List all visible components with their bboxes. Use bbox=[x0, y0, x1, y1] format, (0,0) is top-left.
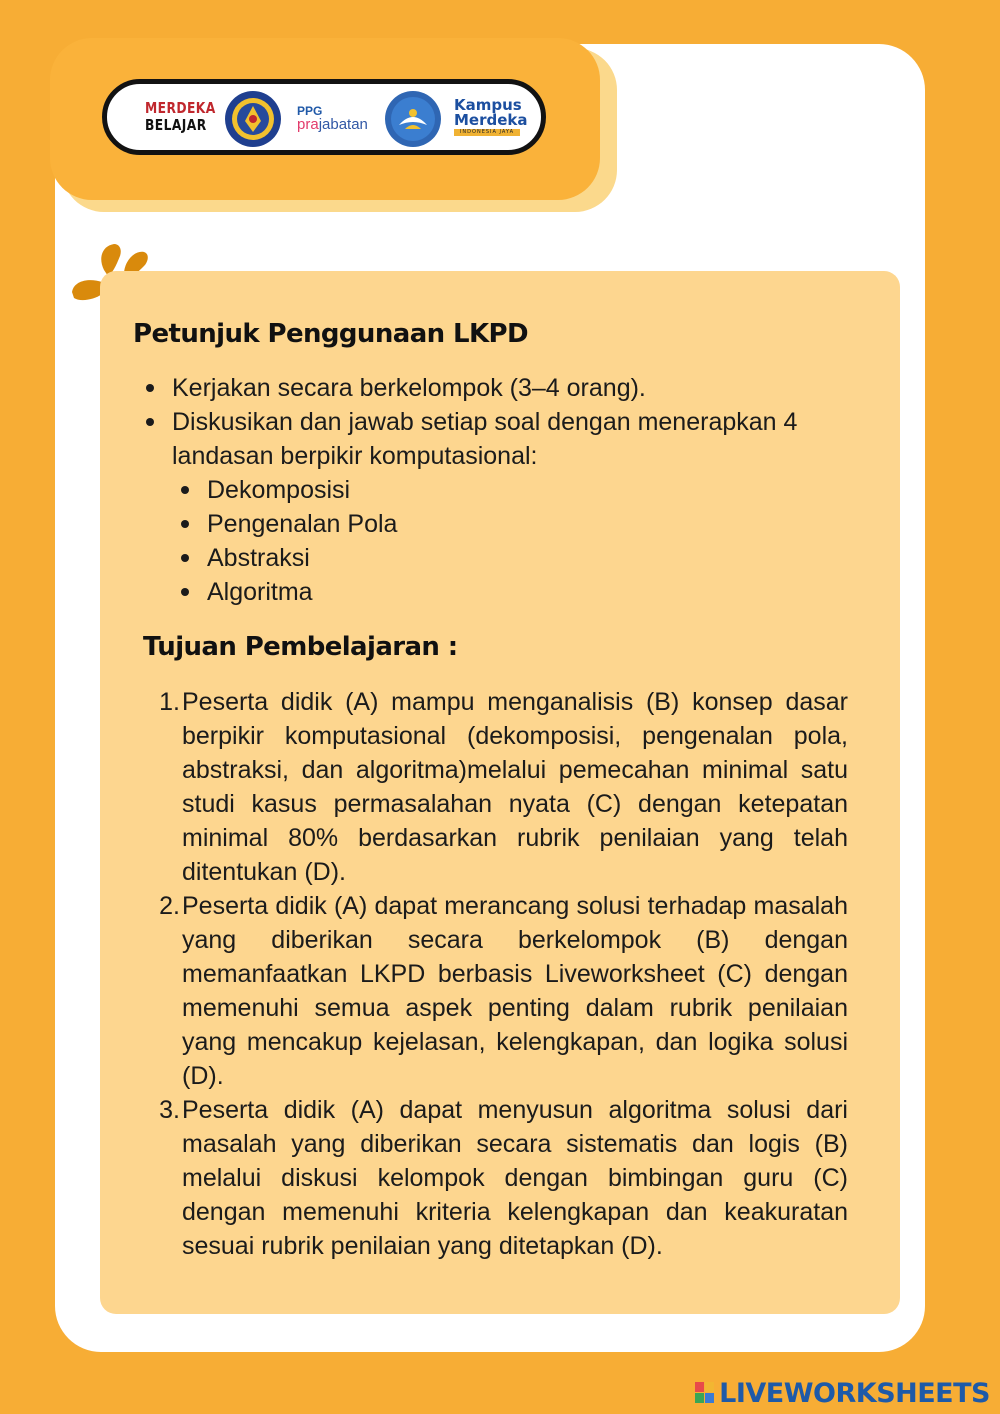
list-item: Algoritma bbox=[180, 575, 580, 609]
kampus-merdeka-logo bbox=[454, 98, 534, 136]
item-number: 3. bbox=[159, 1096, 180, 1124]
belajar-text: BELAJAR bbox=[145, 116, 207, 134]
merdeka-text: Merdeka bbox=[454, 111, 528, 129]
petunjuk-heading: Petunjuk Penggunaan LKPD bbox=[133, 319, 528, 349]
list-item bbox=[150, 889, 848, 1093]
liveworksheets-watermark bbox=[695, 1378, 990, 1408]
list-item: Pengenalan Pola bbox=[180, 507, 580, 541]
merdeka-text: MERDEKA bbox=[145, 99, 216, 117]
tujuan-heading: Tujuan Pembelajaran : bbox=[143, 632, 458, 662]
list-item: Kerjakan secara berkelompok (3–4 orang). bbox=[145, 371, 855, 405]
item-number: 1. bbox=[159, 688, 180, 716]
list-item bbox=[150, 685, 848, 889]
logo-bar bbox=[102, 79, 546, 155]
ppg-prajabatan-logo bbox=[297, 104, 368, 132]
petunjuk-list bbox=[145, 371, 855, 473]
item-text: Peserta didik (A) mampu menganalisis (B) konsep dasar berpikir komputasional (dekomposisi, pengenalan pola, abstraksi, dan algoritma)melalui pemecahan minimal satu studi kasus permasalahan nyata (C) dengan ketepatan minimal 80% berdasarkan rubrik penilaian yang telah ditentukan (D). bbox=[182, 688, 848, 886]
merdeka-belajar-logo bbox=[145, 99, 216, 134]
item-number: 2. bbox=[159, 892, 180, 920]
tujuan-list bbox=[150, 685, 848, 1263]
list-item: Dekomposisi bbox=[180, 473, 580, 507]
tut-wuri-handayani-icon bbox=[383, 89, 443, 154]
list-item: Abstraksi bbox=[180, 541, 580, 575]
pra-text: pra bbox=[297, 116, 319, 133]
ppg-text: PPG bbox=[297, 104, 323, 118]
petunjuk-sublist bbox=[180, 473, 580, 609]
university-seal-icon bbox=[223, 89, 283, 154]
jabatan-text: jabatan bbox=[318, 116, 368, 133]
liveworksheets-icon bbox=[695, 1382, 715, 1404]
kampus-text: Kampus bbox=[454, 96, 522, 114]
item-text: Peserta didik (A) dapat merancang solusi terhadap masalah yang diberikan secara berkelompok (B) dengan memanfaatkan LKPD berbasis Liveworksheet (C) dengan memenuhi semua aspek penting dalam rubrik penilaian yang mencakup kejelasan, kelengkapan, dan logika solusi (D). bbox=[182, 892, 848, 1090]
item-text: Peserta didik (A) dapat menyusun algoritma solusi dari masalah yang diberikan secara sistematis dan logis (B) melalui diskusi kelompok dengan bimbingan guru (C) dengan memenuhi kriteria kelengkapan dan keakuratan sesuai rubrik penilaian yang ditetapkan (D). bbox=[182, 1096, 848, 1260]
list-item bbox=[150, 1093, 848, 1263]
indonesia-jaya-text: INDONESIA JAYA bbox=[454, 129, 520, 136]
list-item: Diskusikan dan jawab setiap soal dengan menerapkan 4 landasan berpikir komputasional: bbox=[145, 405, 855, 473]
liveworksheets-text: LIVEWORKSHEETS bbox=[719, 1377, 990, 1409]
